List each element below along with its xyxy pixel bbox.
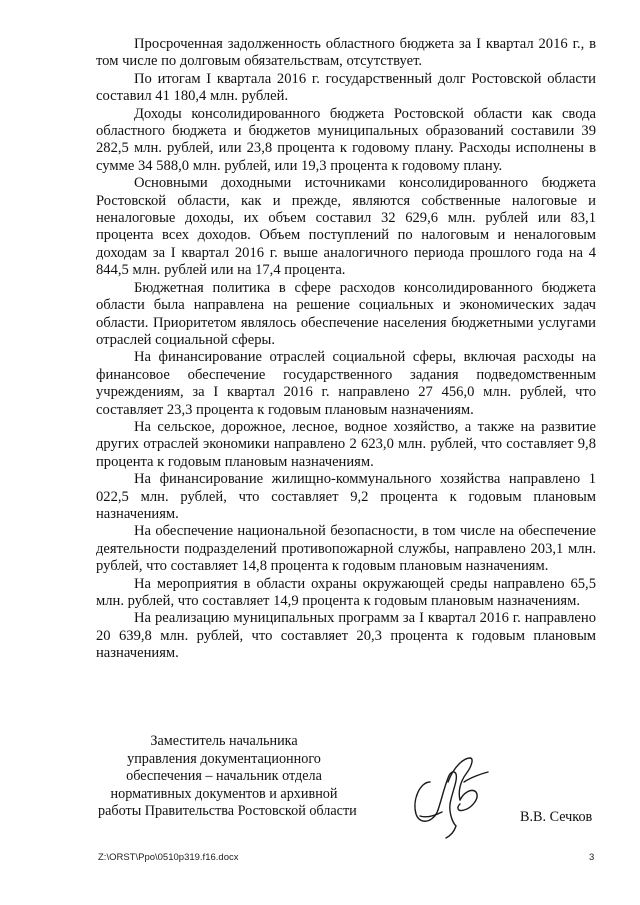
signatory-title-line: Заместитель начальника: [150, 733, 298, 749]
paragraph-revenue-sources: Основными доходными источниками консолидированного бюджета Ростовской области, как и прежде, являются собственные налоговые и неналоговые доходы, их объем составил 32 629,6 млн. рублей или 83,1 процента всех доходов. Объем поступлений по налоговым и неналоговым доходам за I квартал 2016 г. выше аналогичного периода прошлого года на 4 844,5 млн. рублей или на 17,4 процента.: [96, 175, 596, 279]
paragraph-municipal-programs: На реализацию муниципальных программ за I квартал 2016 г. направлено 20 639,8 млн. рублей, что составляет 20,3 процента к годовым плановым назначениям.: [96, 610, 596, 662]
paragraph-housing-utilities: На финансирование жилищно-коммунального хозяйства направлено 1 022,5 млн. рублей, что составляет 9,2 процента к годовым плановым назначениям.: [96, 471, 596, 522]
paragraph-overdue-debt: Просроченная задолженность областного бюджета за I квартал 2016 г., в том числе по долговым обязательствам, отсутствует.: [96, 36, 596, 70]
paragraph-state-debt: По итогам I квартала 2016 г. государственный долг Ростовской области составил 41 180,4 млн. рублей.: [96, 70, 596, 105]
document-body: [96, 36, 596, 663]
paragraph-national-security: На обеспечение национальной безопасности, в том числе на обеспечение деятельности подразделений противопожарной службы, направлено 203,1 млн. рублей, что составляет 14,8 процента к годовым плановым назначениям.: [96, 523, 596, 575]
paragraph-budget-revenues: Доходы консолидированного бюджета Ростовской области как свода областного бюджета и бюджетов муниципальных образований составили 39 282,5 млн. рублей, или 23,8 процента к годовому плану. Расходы исполнены в сумме 34 588,0 млн. рублей, или 19,3 процента к годовому плану.: [96, 105, 596, 174]
signatory-title-line: нормативных документов и архивной: [110, 785, 338, 802]
signatory-name: В.В. Сечков: [520, 809, 593, 825]
signatory-title-line: управления документационного: [127, 750, 321, 767]
paragraph-budget-policy: Бюджетная политика в сфере расходов консолидированного бюджета области была направлена на решение социальных и экономических задач области. Приоритетом являлось обеспечение населения бюджетными услугами отраслей социальной сферы.: [96, 279, 596, 348]
footer-file-path: Z:\ORST\Ppo\0510p319.f16.docx: [98, 852, 239, 863]
signatory-title-line: обеспечения – начальник отдела: [126, 768, 322, 785]
paragraph-environment: На мероприятия в области охраны окружающей среды направлено 65,5 млн. рублей, что составляет 14,9 процента к годовым плановым назначениям.: [96, 575, 596, 609]
signatory-title-line: работы Правительства Ростовской области: [98, 803, 357, 820]
signatory-title: [98, 733, 357, 821]
paragraph-social-sphere: На финансирование отраслей социальной сферы, включая расходы на финансовое обеспечение государственного задания подведомственным учреждениям, за I квартал 2016 г. направлено 27 456,0 млн. рублей, что составляет 23,3 процента к годовым плановым назначениям.: [96, 349, 596, 418]
paragraph-economy-sectors: На сельское, дорожное, лесное, водное хозяйство, а также на развитие других отраслей экономики направлено 2 623,0 млн. рублей, что составляет 9,8 процента к годовым плановым назначениям.: [96, 418, 596, 470]
handwritten-signature: [400, 752, 492, 842]
page-number: 3: [589, 852, 595, 863]
